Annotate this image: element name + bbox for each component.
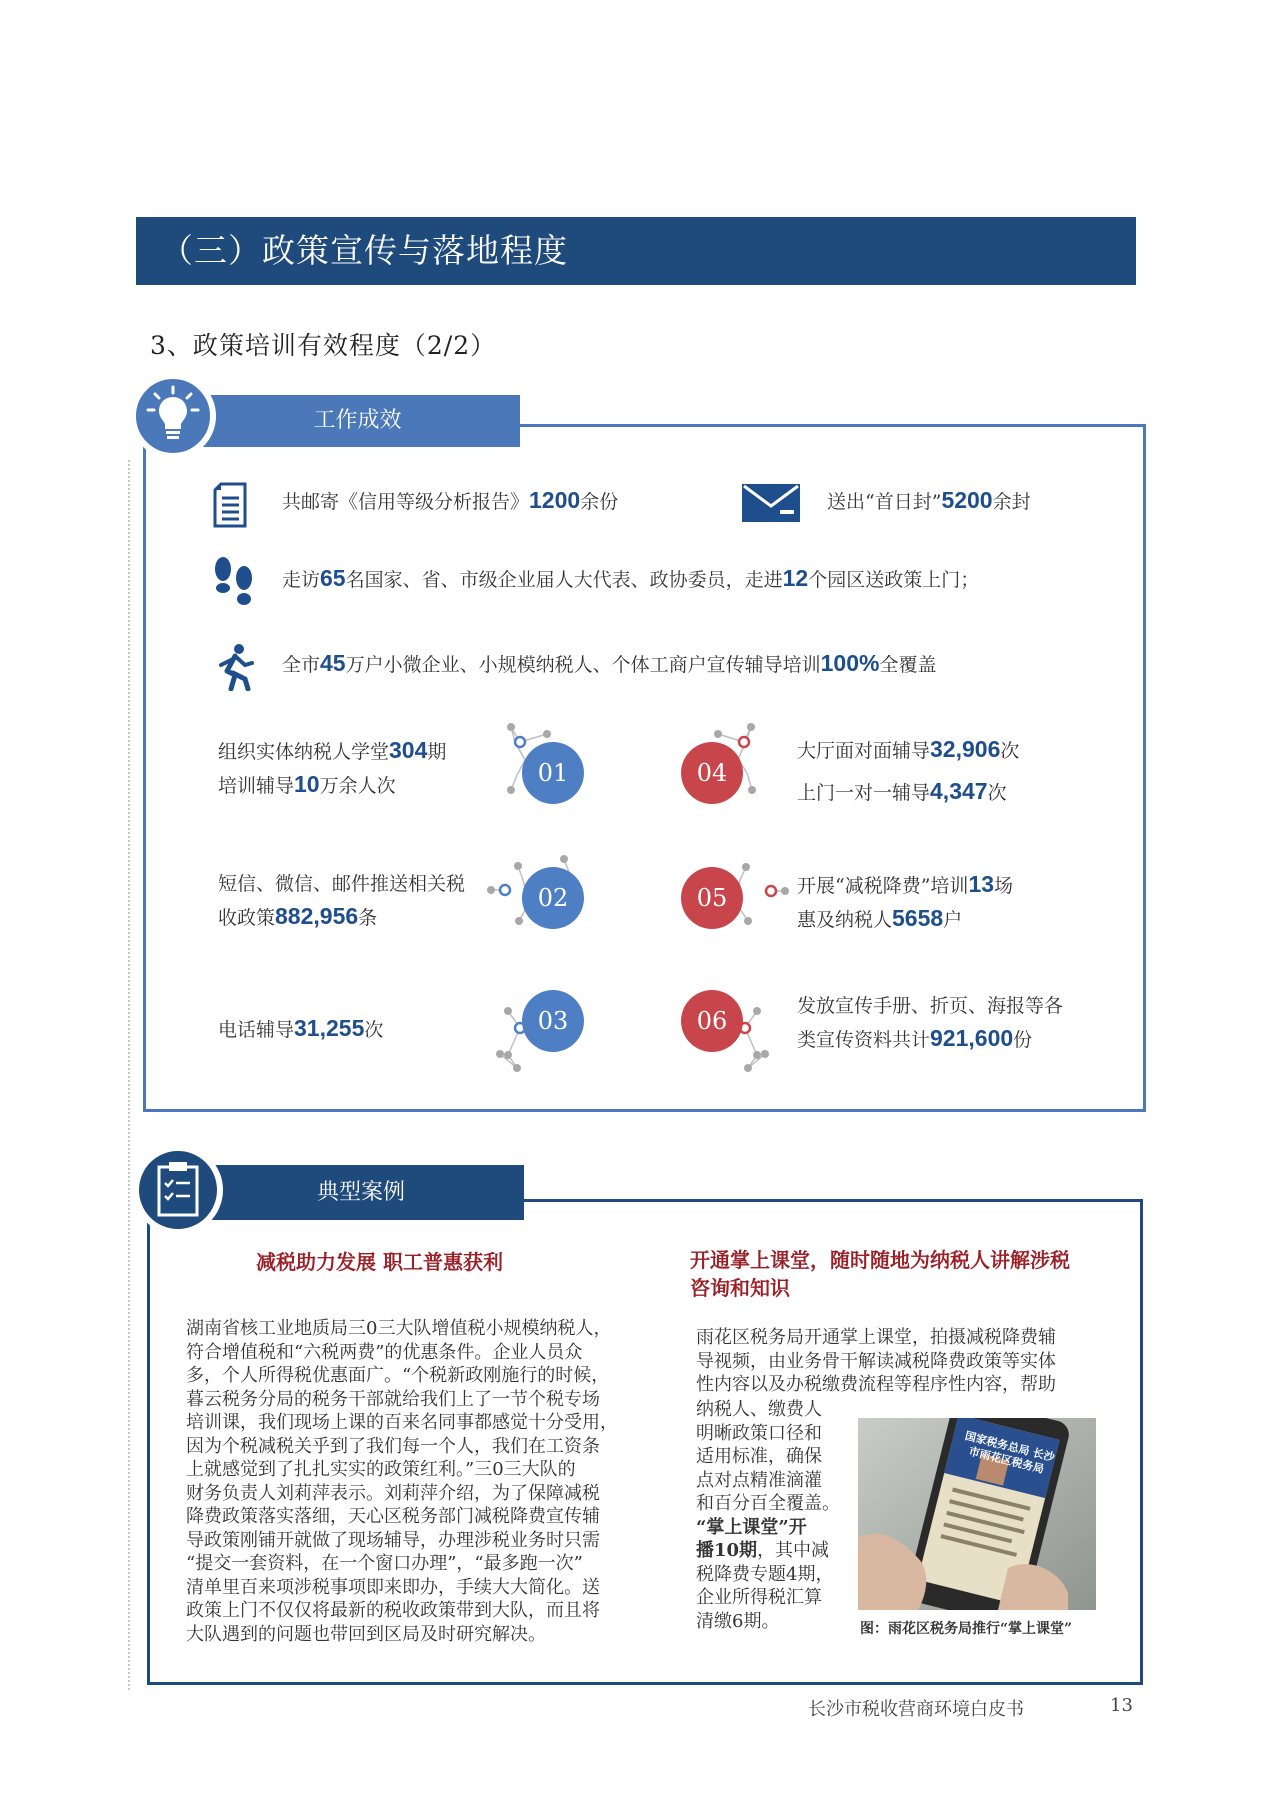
body-line: 符合增值税和“六税两费”的优惠条件。企业人员众: [186, 1341, 583, 1363]
footer-title: 长沙市税收营商环境白皮书: [808, 1699, 1024, 1720]
page-number: 13: [1110, 1695, 1133, 1716]
subheading: 3、政策培训有效程度（2/2）: [150, 331, 497, 360]
item-01-text: 组织实体纳税人学堂304期 培训辅导10万余人次: [218, 737, 447, 797]
case-right-body-top: [696, 1326, 1056, 1397]
body-line: 上就感觉到了扎扎实实的政策红利。”三0三大队的: [186, 1459, 576, 1480]
results-tab: 工作成效: [195, 395, 520, 447]
photo-caption: 图：雨花区税务局推行“掌上课堂”: [860, 1621, 1073, 1637]
case-right-body-wrap: 纳税人、缴费人 明晰政策口径和 适用标准，确保 点对点精准滴灌 和百分百全覆盖。 “掌上课堂”开 播10期，其中减 税降费专题4期， 企业所得税汇算 清缴6期。: [696, 1399, 840, 1632]
body-line: 企业所得税汇算: [696, 1587, 822, 1608]
body-line: 培训课，我们现场上课的百来名同事都感觉十分受用，: [186, 1412, 618, 1433]
body-line: 因为个税减税关乎到了我们每一个人，我们在工资条: [186, 1435, 600, 1457]
item-04-circle: 04: [681, 742, 743, 804]
body-line: 政策上门不仅仅将最新的税收政策带到大队，而且将: [186, 1600, 600, 1621]
item-02-circle: 02: [522, 867, 584, 929]
body-line: 雨花区税务局开通掌上课堂，拍摄减税降费辅: [696, 1327, 1056, 1348]
body-line: 性内容以及办税缴费流程等程序性内容，帮助: [696, 1374, 1056, 1395]
item-05-circle: 05: [681, 867, 743, 929]
coverage-line: 全市45万户小微企业、小规模纳税人、个体工商户宣传辅导培训100%全覆盖: [282, 650, 937, 676]
body-line: 财务负责人刘莉萍表示。刘莉萍介绍，为了保障减税: [186, 1482, 600, 1504]
visits-line: 走访65名国家、省、市级企业届人大代表、政协委员，走进12个园区送政策上门；: [282, 565, 980, 591]
item-03-text: 电话辅导31,255次: [218, 1015, 384, 1041]
body-line: 点对点精准滴灌: [696, 1469, 822, 1491]
item-05-text: 开展“减税降费”培训13场 惠及纳税人5658户: [797, 871, 1014, 931]
body-line: 湖南省核工业地质局三0三大队增值税小规模纳税人，: [186, 1318, 612, 1339]
phone-classroom-photo: [858, 1418, 1096, 1610]
body-line: 明晰政策口径和: [696, 1422, 822, 1444]
clipboard-badge: [133, 1145, 223, 1235]
body-line: 和百分百全覆盖。: [696, 1493, 840, 1514]
photo-screen-text: 国家税务总局 长沙市雨花区税务局: [963, 1429, 1056, 1476]
body-line: 清单里百来项涉税事项即来即办，手续大大简化。送: [186, 1576, 600, 1598]
body-line: 大队遇到的问题也带回到区局及时研究解决。: [186, 1623, 546, 1645]
body-line: 暮云税务分局的税务干部就给我们上了一节个税专场: [186, 1388, 600, 1410]
body-line: 适用标准，确保: [696, 1446, 822, 1467]
clipboard-icon: [139, 1151, 217, 1229]
body-line: 清缴6期。: [696, 1610, 780, 1632]
case-right-title: 开通掌上课堂，随时随地为纳税人讲解涉税 咨询和知识: [690, 1248, 1070, 1300]
mailed-reports-line: 共邮寄《信用等级分析报告》1200余份: [282, 487, 619, 513]
item-06-circle: 06: [681, 990, 743, 1052]
body-line: 多，个人所得税优惠面广。“个税新政刚施行的时候，: [186, 1365, 610, 1386]
body-line: 导视频，由业务骨干解读减税降费政策等实体: [696, 1350, 1056, 1372]
item-02-text: 短信、微信、邮件推送相关税 收政策882,956条: [218, 873, 466, 929]
item-01-circle: 01: [522, 742, 584, 804]
body-line: 导政策刚铺开就做了现场辅导，办理涉税业务时只需: [186, 1529, 600, 1551]
section-title: （三）政策宣传与落地程度: [160, 231, 568, 270]
case-left-body: [186, 1317, 666, 1646]
body-line: “提交一套资料，在一个窗口办理”，“最多跑一次”: [186, 1553, 583, 1574]
cases-tab: 典型案例: [198, 1165, 524, 1220]
first-day-cover-line: 送出“首日封”5200余封: [827, 487, 1031, 513]
body-line: 税降费专题4期，: [696, 1563, 834, 1585]
body-line: 纳税人、缴费人: [696, 1399, 822, 1420]
item-03-circle: 03: [522, 990, 584, 1052]
item-06-text: 发放宣传手册、折页、海报等各 类宣传资料共计921,600份: [797, 995, 1064, 1051]
item-04-text: 大厅面对面辅导32,906次 上门一对一辅导4,347次: [797, 736, 1020, 804]
body-line: 降费政策落实落细，天心区税务部门减税降费宣传辅: [186, 1506, 600, 1527]
case-left-title: 减税助力发展 职工普惠获利: [256, 1250, 503, 1274]
